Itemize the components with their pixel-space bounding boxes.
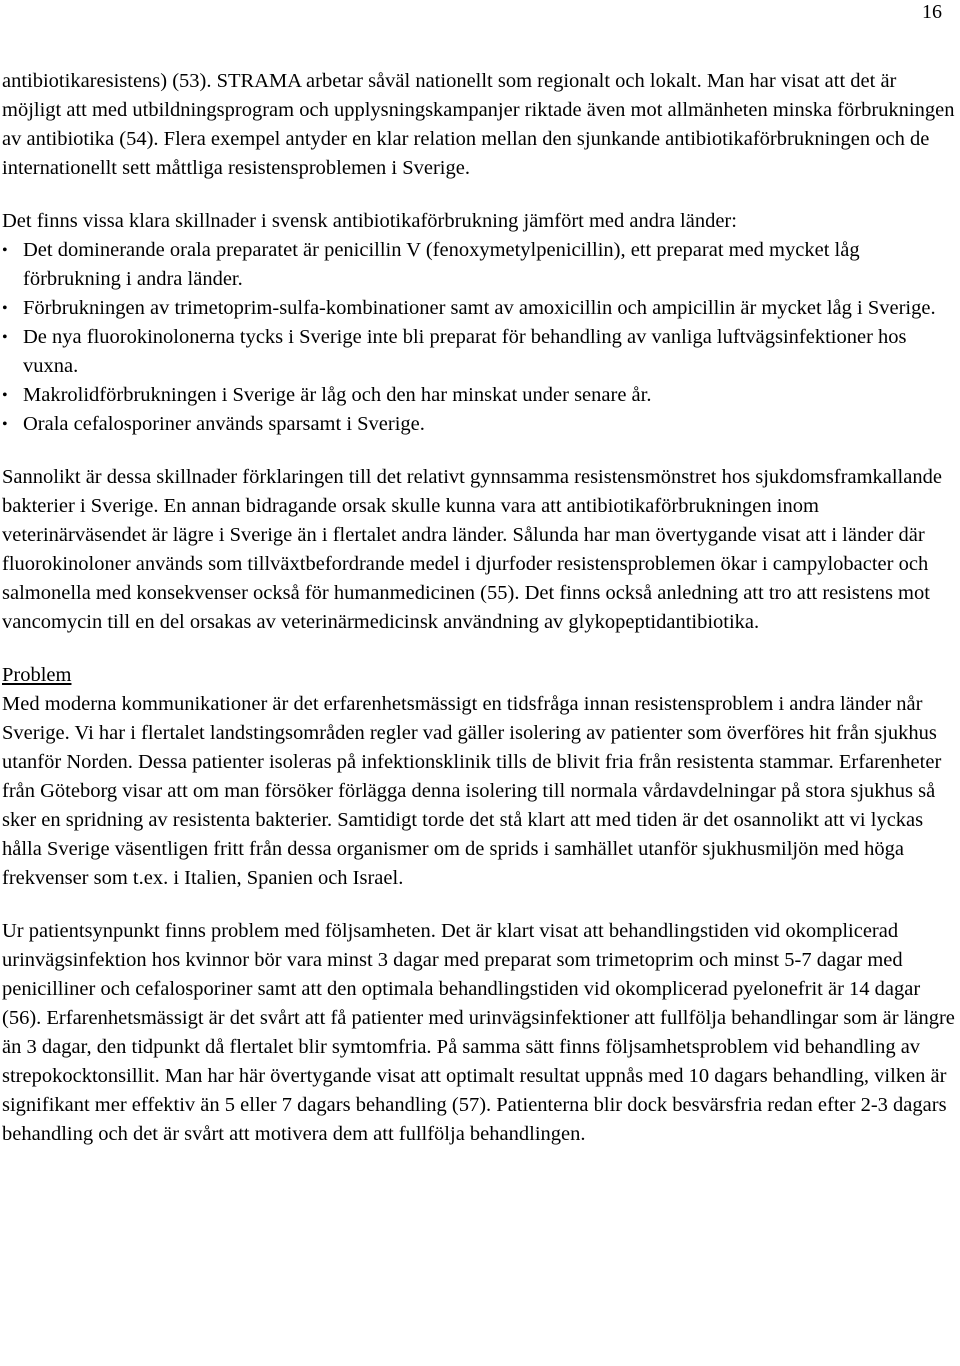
bullet-icon: •	[2, 300, 8, 317]
list-item	[2, 294, 957, 323]
spacer	[2, 439, 957, 463]
list-item	[2, 236, 957, 294]
list-item-text: Det dominerande orala preparatet är penicillin V (fenoxymetylpenicillin), ett preparat med mycket låg förbrukning i andra länder.	[23, 239, 860, 290]
list-item-text: Orala cefalosporiner används sparsamt i Sverige.	[23, 413, 425, 435]
bullet-icon: •	[2, 329, 8, 346]
bullet-icon: •	[2, 387, 8, 404]
spacer	[2, 637, 957, 661]
list-intro: Det finns vissa klara skillnader i svensk antibiotikaförbrukning jämfört med andra länder:	[2, 210, 737, 232]
paragraph-compliance: Ur patientsynpunkt finns problem med följsamheten. Det är klart visat att behandlingstiden vid okomplicerad urinvägsinfektion hos kvinnor bör vara minst 3 dagar med preparat som trimetoprim och minst 5-7 dagar med penicilliner och cefalosporiner samt att den optimala behandlingstiden vid okomplicerad pyelonefrit är 14 dagar (56). Erfarenhetsmässigt är det svårt att få patienter med urinvägsinfektioner att fullfölja behandlingar som är längre än 3 dagar, den tidpunkt då flertalet blir symtomfria. På samma sätt finns följsamhetsproblem vid behandling av strepokocktonsillit. Man har här övertygande visat att optimalt resultat uppnås med 10 dagars behandling, vilken är signifikant mer effektiv än 5 eller 7 dagars behandling (57). Patienterna blir dock besvärsfria redan efter 2-3 dagars behandling och det är svårt att motivera dem att fullfölja behandlingen.	[2, 920, 955, 1145]
list-item	[2, 410, 957, 439]
paragraph-strama: antibiotikaresistens) (53). STRAMA arbetar såväl nationellt som regionalt och lokalt. Man har visat att det är möjligt att med utbildningsprogram och upplysningskampanjer riktade även mot allmänheten minska förbrukningen av antibiotika (54). Flera exempel antyder en klar relation mellan den sjunkande antibiotikaförbrukningen och de internationellt sett måttliga resistensproblemen i Sverige.	[2, 70, 955, 179]
paragraph-problem: Med moderna kommunikationer är det erfarenhetsmässigt en tidsfråga innan resistensproblem i andra länder når Sverige. Vi har i flertalet landstingsområden regler vad gäller isolering av patienter som överföres hit från sjukhus utanför Norden. Dessa patienter isoleras på infektionsklinik tills de blivit fria från resistenta stammar. Erfarenheter från Göteborg visar att om man försöker förlägga denna isolering till normala vårdavdelningar på stora sjukhus så sker en spridning av resistenta bakterier. Samtidigt torde det stå klart att med tiden är det osannolikt att vi lyckas hålla Sverige väsentligen fritt från dessa organismer om de sprids i samhället utanför sjukhusmiljön med höga frekvenser som t.ex. i Italien, Spanien och Israel.	[2, 693, 942, 889]
bullet-icon: •	[2, 242, 8, 259]
list-item-text: Förbrukningen av trimetoprim-sulfa-kombinationer samt av amoxicillin och ampicillin är mycket låg i Sverige.	[23, 297, 936, 319]
list-item	[2, 381, 957, 410]
list-item	[2, 323, 957, 381]
bullet-icon: •	[2, 416, 8, 433]
spacer	[2, 893, 957, 917]
document-body	[2, 67, 957, 1149]
section-heading-problem: Problem	[2, 664, 72, 686]
list-item-text: De nya fluorokinolonerna tycks i Sverige inte bli preparat för behandling av vanliga luftvägsinfektioner hos vuxna.	[23, 326, 907, 377]
differences-list	[2, 236, 957, 439]
spacer	[2, 183, 957, 207]
page-number: 16	[922, 1, 942, 23]
list-item-text: Makrolidförbrukningen i Sverige är låg och den har minskat under senare år.	[23, 384, 652, 406]
paragraph-explanation: Sannolikt är dessa skillnader förklaringen till det relativt gynnsamma resistensmönstret hos sjukdomsframkallande bakterier i Sverige. En annan bidragande orsak skulle kunna vara att antibiotikaförbrukningen inom veterinärväsendet är lägre i Sverige än i flertalet andra länder. Sålunda har man övertygande visat att i länder där fluorokinoloner används som tillväxtbefordrande medel i djurfoder resistensproblemen ökar i campylobacter och salmonella med konsekvenser också för humanmedicinen (55). Det finns också anledning att tro att resistens mot vancomycin till en del orsakas av veterinärmedicinsk användning av glykopeptidantibiotika.	[2, 466, 942, 633]
